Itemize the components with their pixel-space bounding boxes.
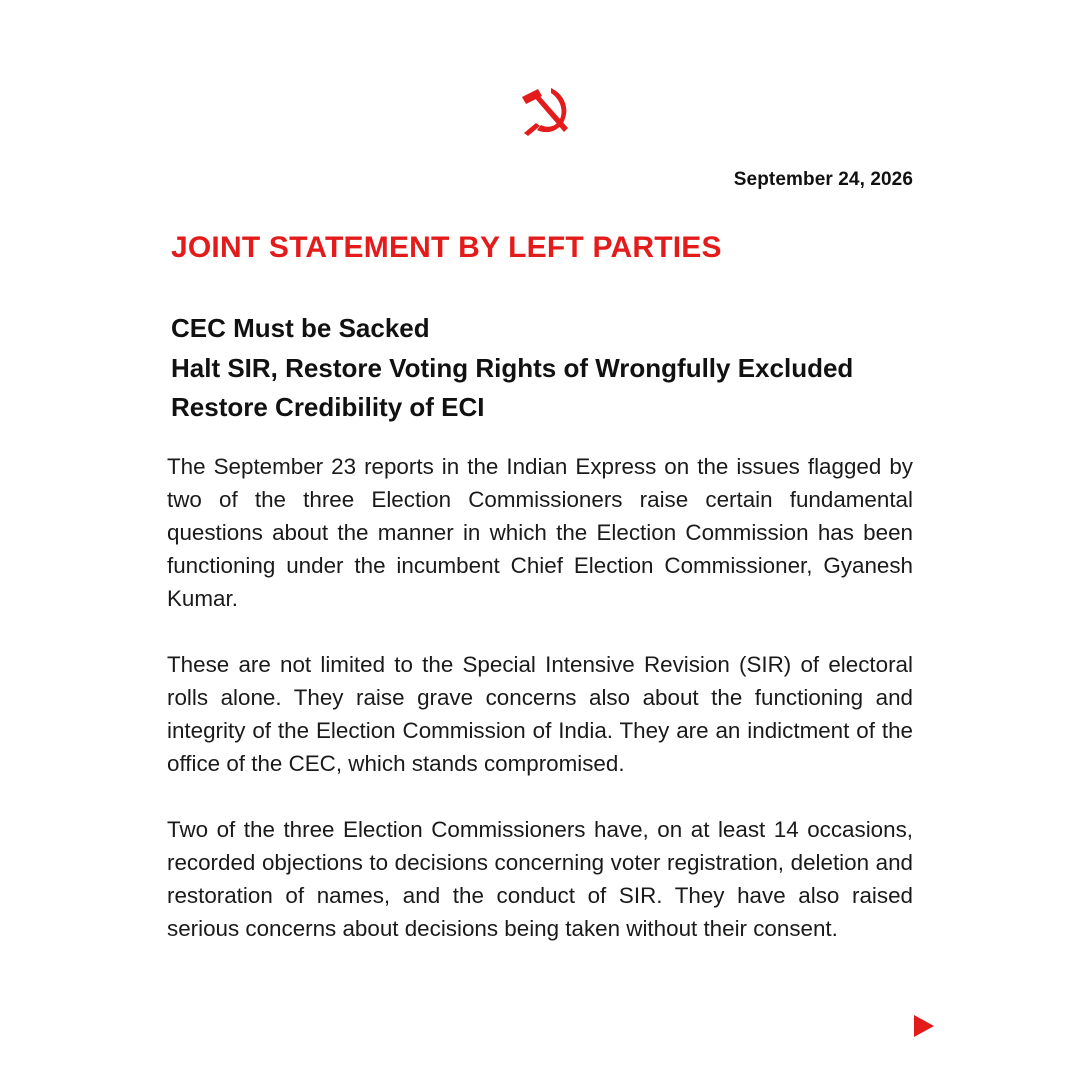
hammer-and-sickle-icon <box>518 84 574 138</box>
subheading: Halt SIR, Restore Voting Rights of Wrongfully Excluded <box>171 352 854 383</box>
subheading: CEC Must be Sacked <box>171 313 430 343</box>
body-paragraph: These are not limited to the Special Intensive Revision (SIR) of electoral rolls alone. They raise grave concerns also about the functioning and integrity of the Election Commission of India. They are an indictment of the office of the CEC, which stands compromised. <box>167 652 913 776</box>
body-paragraph: The September 23 reports in the Indian Express on the issues flagged by two of the three Election Commissioners raise certain fundamental questions about the manner in which the Election Commission has been functioning under the incumbent Chief Election Commissioner, Gyanesh Kumar. <box>167 454 913 611</box>
statement-body <box>167 450 913 978</box>
body-paragraph: Two of the three Election Commissioners have, on at least 14 occasions, recorded objections to decisions concerning voter registration, deletion and restoration of names, and the conduct of SIR. They have also raised serious concerns about decisions being taken without their consent. <box>167 817 913 941</box>
statement-title: JOINT STATEMENT BY LEFT PARTIES <box>171 231 722 264</box>
subheading: Restore Credibility of ECI <box>171 392 485 422</box>
statement-date: September 24, 2026 <box>733 169 913 190</box>
play-arrow-icon[interactable] <box>913 1014 935 1038</box>
subheadings <box>171 309 931 428</box>
